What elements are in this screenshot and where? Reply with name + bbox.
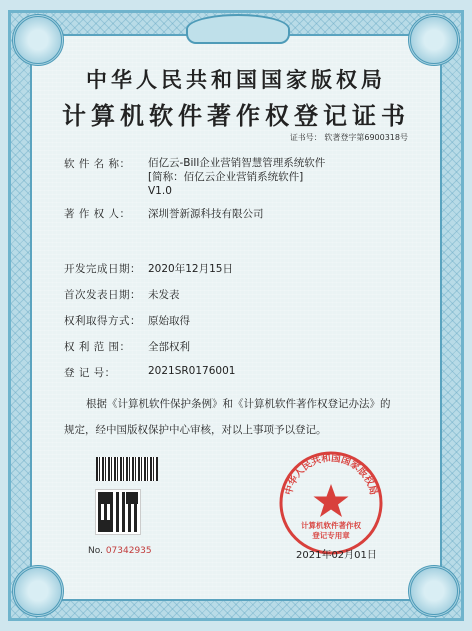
corner-ornament	[408, 14, 460, 66]
scope-of-rights-label: 权 利 范 围：	[64, 341, 131, 353]
seal-inner-line-2: 登记专用章	[312, 531, 350, 540]
software-name-line: 佰亿云-Bill企业营销智慧管理系统软件	[148, 157, 326, 169]
completion-date-row	[64, 261, 233, 276]
software-short-name-line: [简称：佰亿云企业营销系统软件]	[148, 171, 304, 183]
certificate-number-value: 软著登字第6900318号	[324, 133, 408, 142]
copyright-owner-value: 深圳誉新源科技有限公司	[148, 208, 264, 220]
certificate-title: 计算机软件著作权登记证书	[62, 101, 410, 130]
certificate-number	[290, 132, 408, 143]
registration-number-label: 登 记 号：	[64, 367, 116, 379]
corner-ornament	[12, 14, 64, 66]
serial-number	[88, 546, 152, 556]
scope-of-rights-value: 全部权利	[148, 341, 190, 353]
seal-outer-textpath: 中华人民共和国国家版权局	[283, 452, 379, 497]
issuer-title: 中华人民共和国国家版权局	[86, 67, 386, 92]
seal-inner-line-1: 计算机软件著作权	[301, 521, 361, 530]
qr-code	[96, 490, 140, 534]
corner-ornament	[12, 565, 64, 617]
top-ornament	[186, 14, 290, 44]
barcode	[96, 457, 158, 481]
certificate-number-label: 证书号：	[289, 133, 322, 142]
first-publication-row	[64, 287, 180, 302]
scope-of-rights-row	[64, 339, 190, 354]
software-version-line: V1.0	[148, 185, 172, 197]
acquisition-method-value: 原始取得	[148, 315, 190, 327]
statement-line-1: 根据《计算机软件保护条例》和《计算机软件著作权登记办法》的	[86, 398, 391, 410]
registration-number-value: 2021SR0176001	[148, 365, 236, 377]
serial-number-value: 07342935	[105, 546, 152, 556]
acquisition-method-label: 权利取得方式：	[64, 315, 141, 327]
completion-date-value: 2020年12月15日	[148, 263, 233, 275]
software-name-value	[148, 156, 325, 198]
corner-ornament	[408, 565, 460, 617]
completion-date-label: 开发完成日期：	[64, 263, 141, 275]
copyright-owner-label: 著 作 权 人：	[64, 208, 131, 220]
software-name-row	[64, 156, 325, 198]
first-publication-value: 未发表	[148, 289, 180, 301]
acquisition-method-row	[64, 313, 190, 328]
serial-number-label: No.	[88, 546, 103, 556]
official-seal	[276, 448, 386, 558]
software-name-label: 软 件 名 称：	[64, 158, 131, 170]
seal-star-icon	[314, 484, 349, 517]
copyright-owner-row	[64, 206, 264, 221]
first-publication-label: 首次发表日期：	[64, 289, 141, 301]
issue-date: 2021年02月01日	[296, 550, 377, 561]
statement-line-2: 规定，经中国版权保护中心审核，对以上事项予以登记。	[64, 424, 327, 436]
registration-number-row	[64, 365, 235, 380]
